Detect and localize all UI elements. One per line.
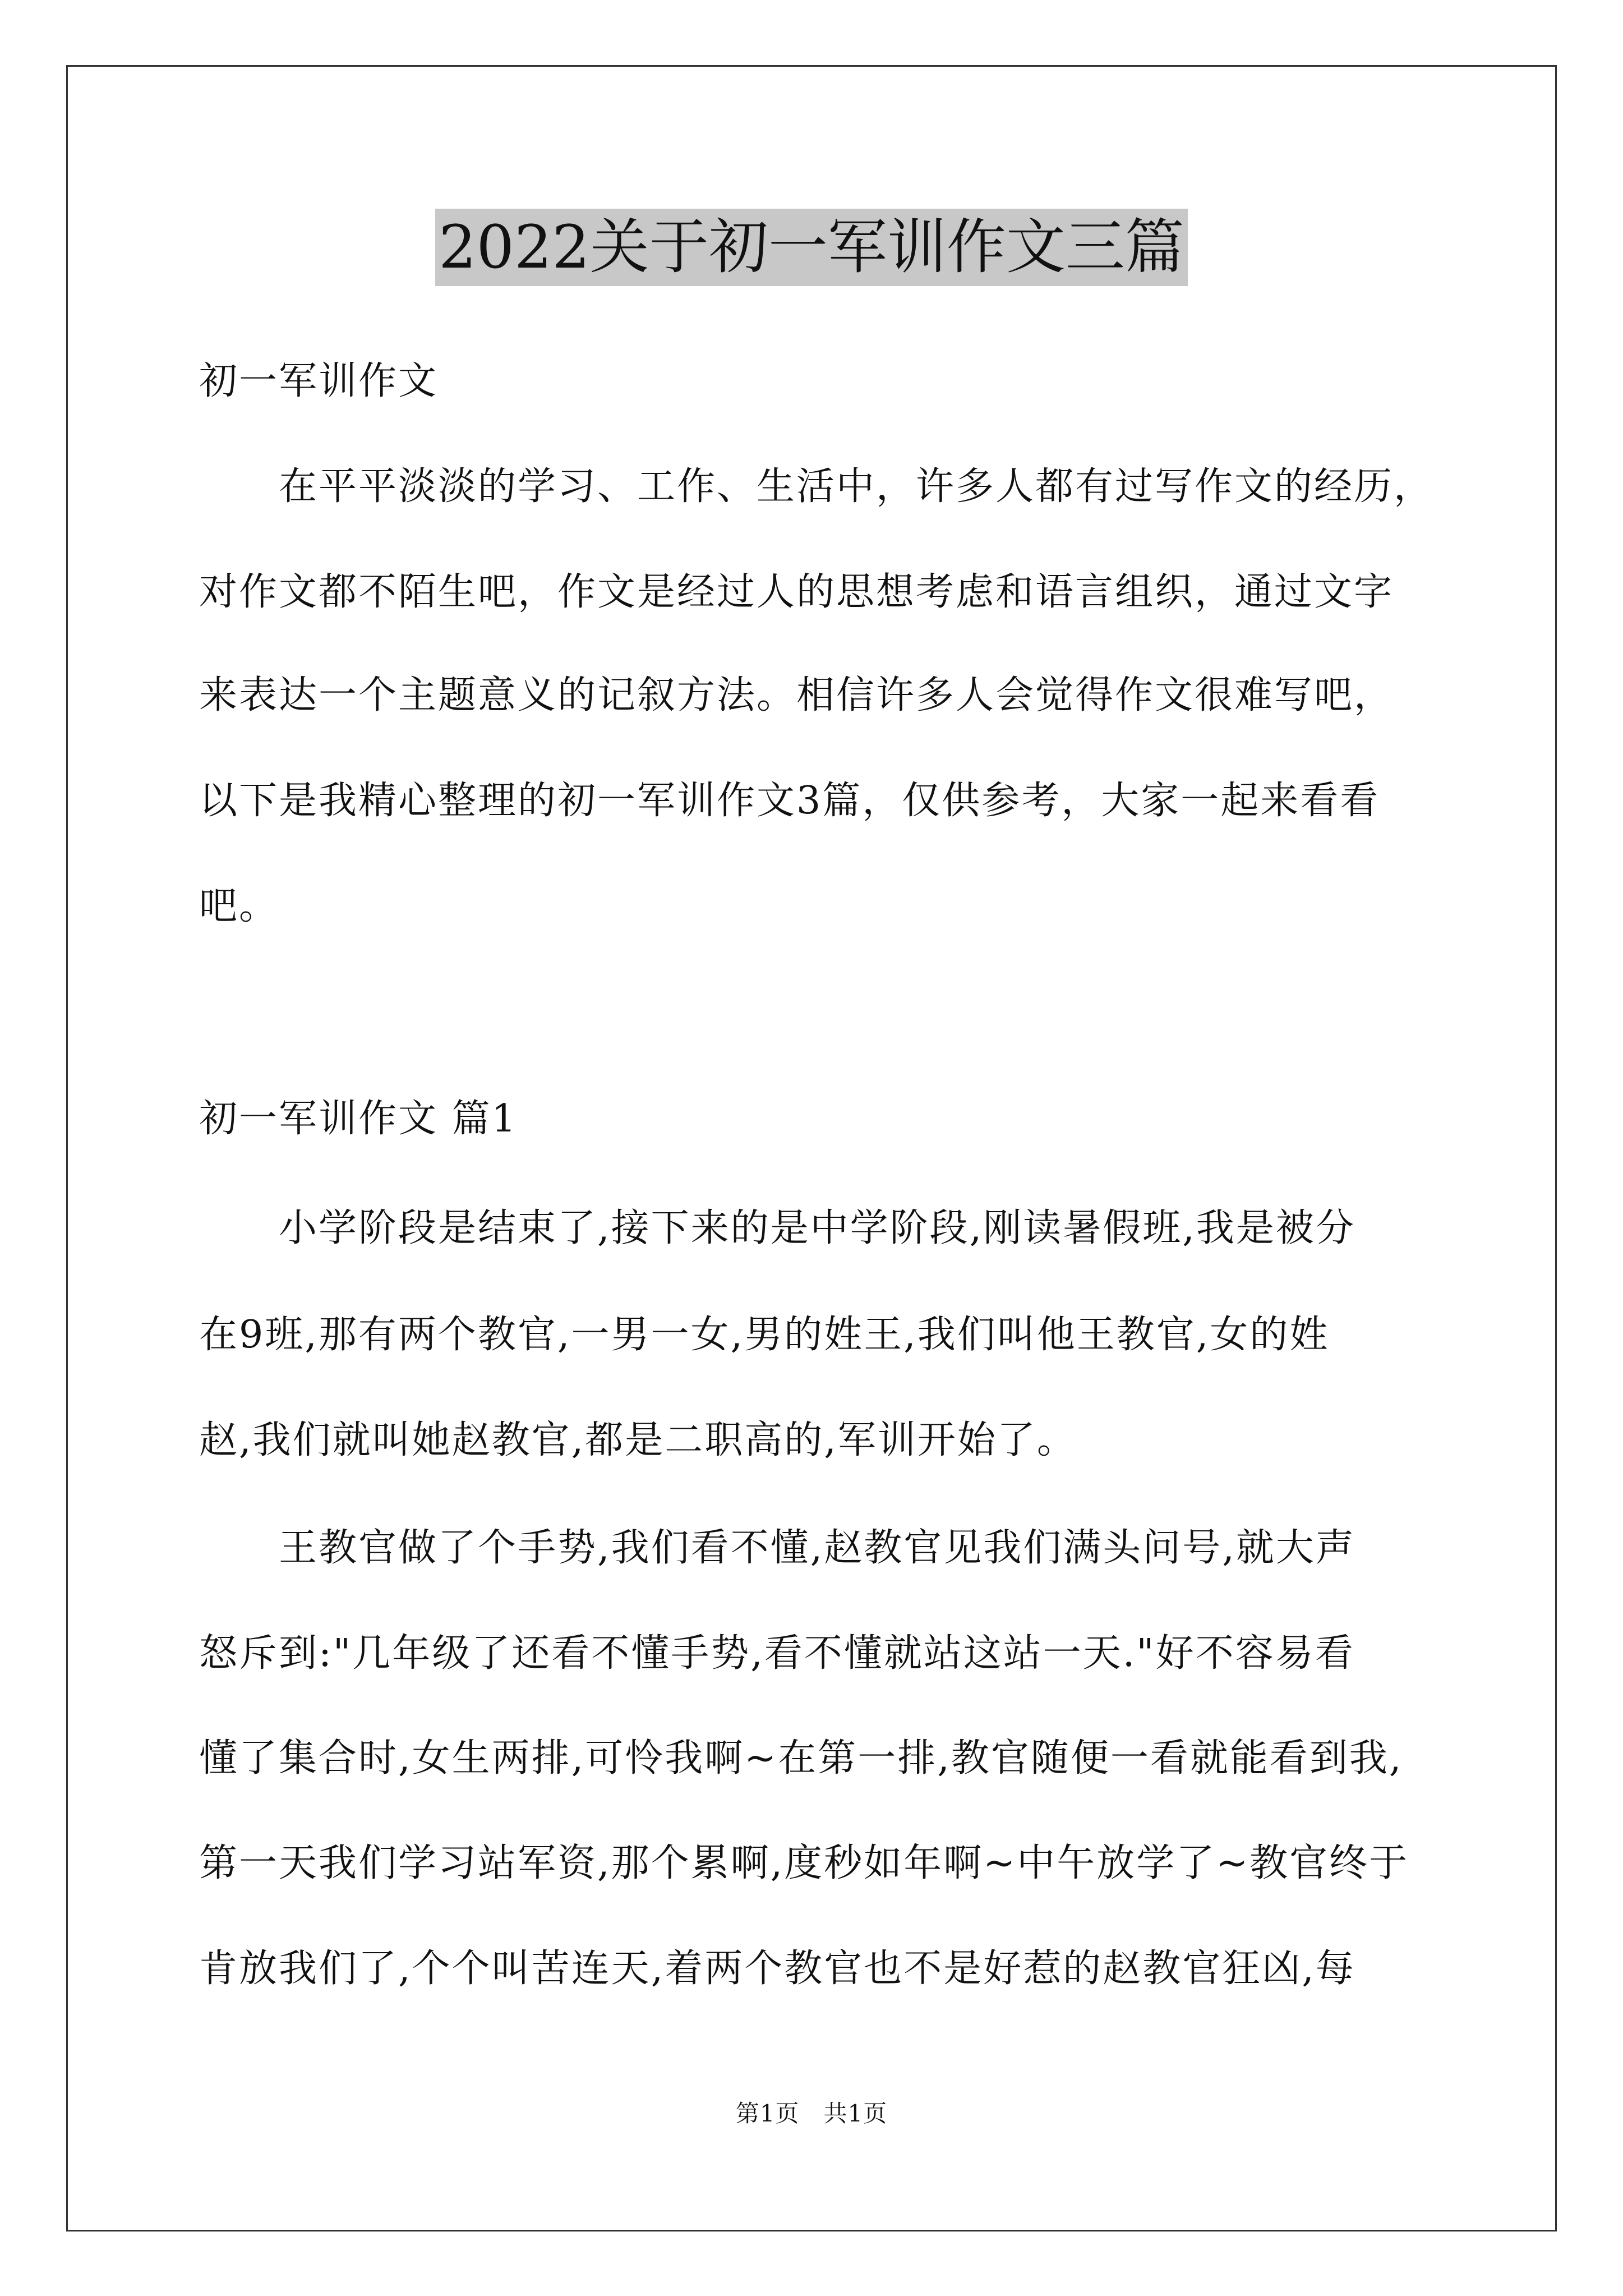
paragraph-line: 第一天我们学习站军资,那个累啊,度秒如年啊~中午放学了~教官终于: [199, 1841, 1409, 1885]
document-title: 2022关于初一军训作文三篇: [435, 209, 1188, 286]
intro-heading: 初一军训作文: [199, 359, 439, 403]
paragraph-line: 在9班,那有两个教官,一男一女,男的姓王,我们叫他王教官,女的姓: [199, 1313, 1330, 1357]
paragraph-line: 赵,我们就叫她赵教官,都是二职高的,军训开始了。: [199, 1418, 1077, 1462]
paragraph-line: 肯放我们了,个个叫苦连天,着两个教官也不是好惹的赵教官狂凶,每: [199, 1947, 1355, 1991]
section-heading: 初一军训作文 篇1: [199, 1097, 518, 1141]
intro-line: 来表达一个主题意义的记叙方法。相信许多人会觉得作文很难写吧，: [199, 673, 1394, 717]
intro-line: 以下是我精心整理的初一军训作文3篇，仅供参考，大家一起来看看: [199, 779, 1380, 823]
intro-line: 对作文都不陌生吧，作文是经过人的思想考虑和语言组织，通过文字: [199, 570, 1394, 614]
paragraph-line: 懂了集合时,女生两排,可怜我啊~在第一排,教官随便一看就能看到我,: [199, 1736, 1403, 1780]
intro-line: 在平平淡淡的学习、工作、生活中，许多人都有过写作文的经历，: [279, 464, 1434, 509]
page-number: 第1页 共1页: [735, 2100, 888, 2127]
paragraph-line: 怒斥到:"几年级了还看不懂手势,看不懂就站这站一天."好不容易看: [199, 1631, 1355, 1676]
intro-line: 吧。: [199, 884, 279, 928]
title-container: [0, 209, 1623, 286]
paragraph-line: 王教官做了个手势,我们看不懂,赵教官见我们满头问号,就大声: [279, 1526, 1355, 1570]
paragraph-line: 小学阶段是结束了,接下来的是中学阶段,刚读暑假班,我是被分: [279, 1206, 1355, 1250]
